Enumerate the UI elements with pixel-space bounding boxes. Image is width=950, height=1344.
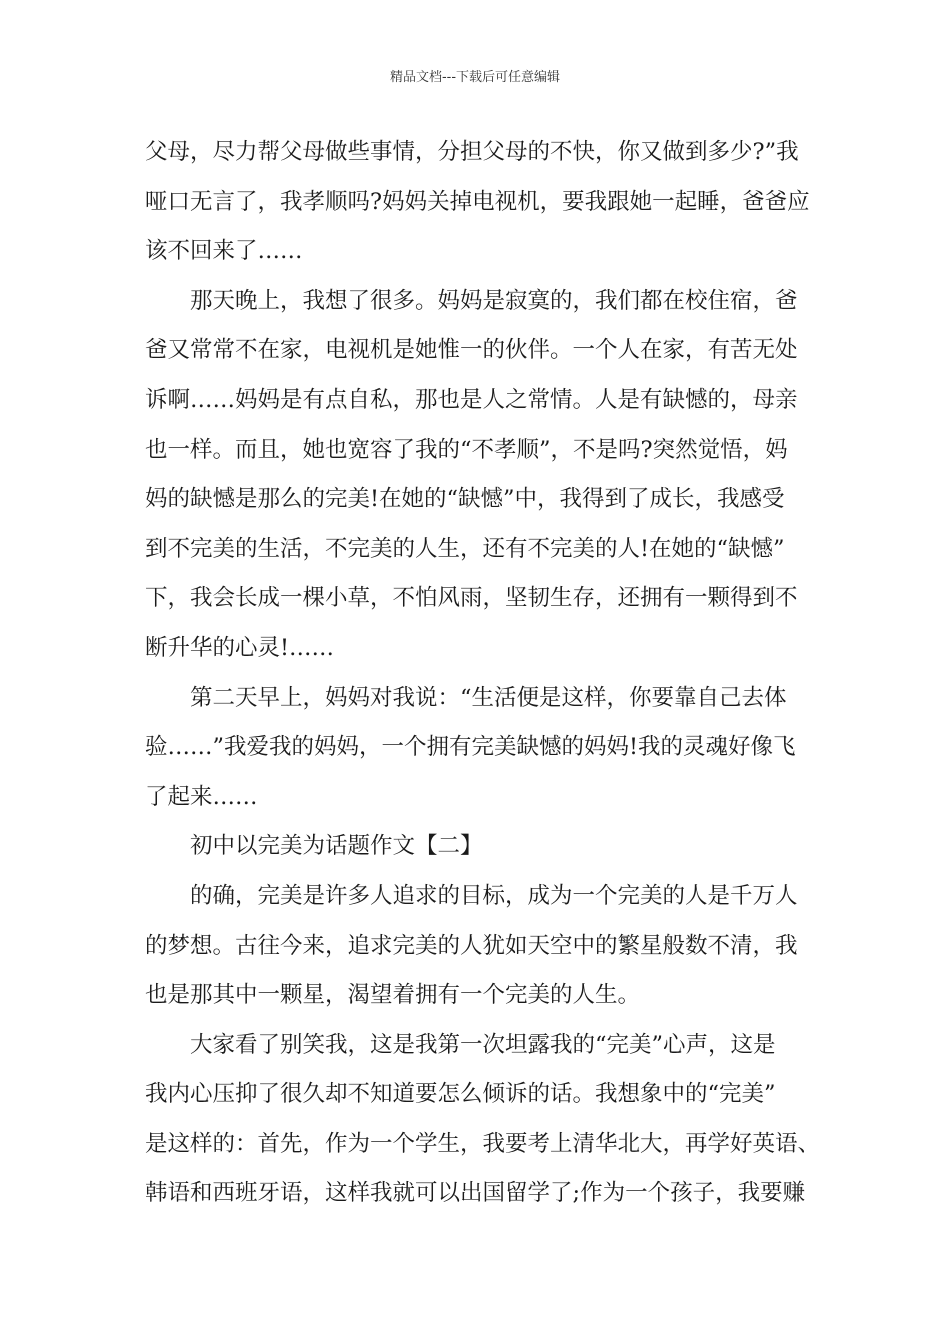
text-line: 验……”我爱我的妈妈，一个拥有完美缺憾的妈妈!我的灵魂好像飞	[145, 734, 796, 761]
text-line: 也是那其中一颗星，渴望着拥有一个完美的人生。	[145, 982, 641, 1009]
text-line: 妈的缺憾是那么的完美!在她的“缺憾”中，我得到了成长，我感受	[145, 486, 785, 513]
text-line: 父母，尽力帮父母做些事情，分担父母的不快，你又做到多少?”我	[145, 139, 799, 165]
text-line: 爸又常常不在家，电视机是她惟一的伙伴。一个人在家，有苦无处	[145, 337, 798, 364]
text-line: 也一样。而且，她也宽容了我的“不孝顺”，不是吗?突然觉悟，妈	[145, 436, 788, 463]
text-line: 的确，完美是许多人追求的目标，成为一个完美的人是千万人	[190, 882, 798, 909]
text-line: 那天晚上，我想了很多。妈妈是寂寞的，我们都在校住宿，爸	[190, 287, 798, 314]
text-line: 我内心压抑了很久却不知道要怎么倾诉的话。我想象中的“完美”	[145, 1081, 776, 1108]
text-line: 大家看了别笑我，这是我第一次坦露我的“完美”心声，这是	[190, 1031, 776, 1058]
text-line: 第二天早上，妈妈对我说：“生活便是这样，你要靠自己去体	[190, 684, 787, 711]
text-line: 韩语和西班牙语，这样我就可以出国留学了;作为一个孩子，我要赚	[145, 1180, 806, 1207]
text-line: 下，我会长成一棵小草，不怕风雨，坚韧生存，还拥有一颗得到不	[145, 585, 798, 612]
text-line: 哑口无言了，我孝顺吗?妈妈关掉电视机，要我跟她一起睡，爸爸应	[145, 188, 810, 215]
text-line: 了起来……	[145, 783, 258, 810]
text-line: 初中以完美为话题作文【二】	[190, 833, 483, 860]
text-line: 的梦想。古往今来，追求完美的人犹如天空中的繁星般数不清，我	[145, 932, 798, 959]
text-line: 断升华的心灵!……	[145, 634, 335, 661]
page-header: 精品文档---下载后可任意编辑	[389, 70, 561, 85]
text-line: 是这样的：首先，作为一个学生，我要考上清华北大，再学好英语、	[145, 1130, 821, 1157]
text-line: 该不回来了……	[145, 238, 303, 265]
text-line: 到不完美的生活，不完美的人生，还有不完美的人!在她的“缺憾”	[145, 535, 785, 562]
text-line: 诉啊……妈妈是有点自私，那也是人之常情。人是有缺憾的，母亲	[145, 386, 798, 413]
document-body	[145, 128, 825, 1219]
